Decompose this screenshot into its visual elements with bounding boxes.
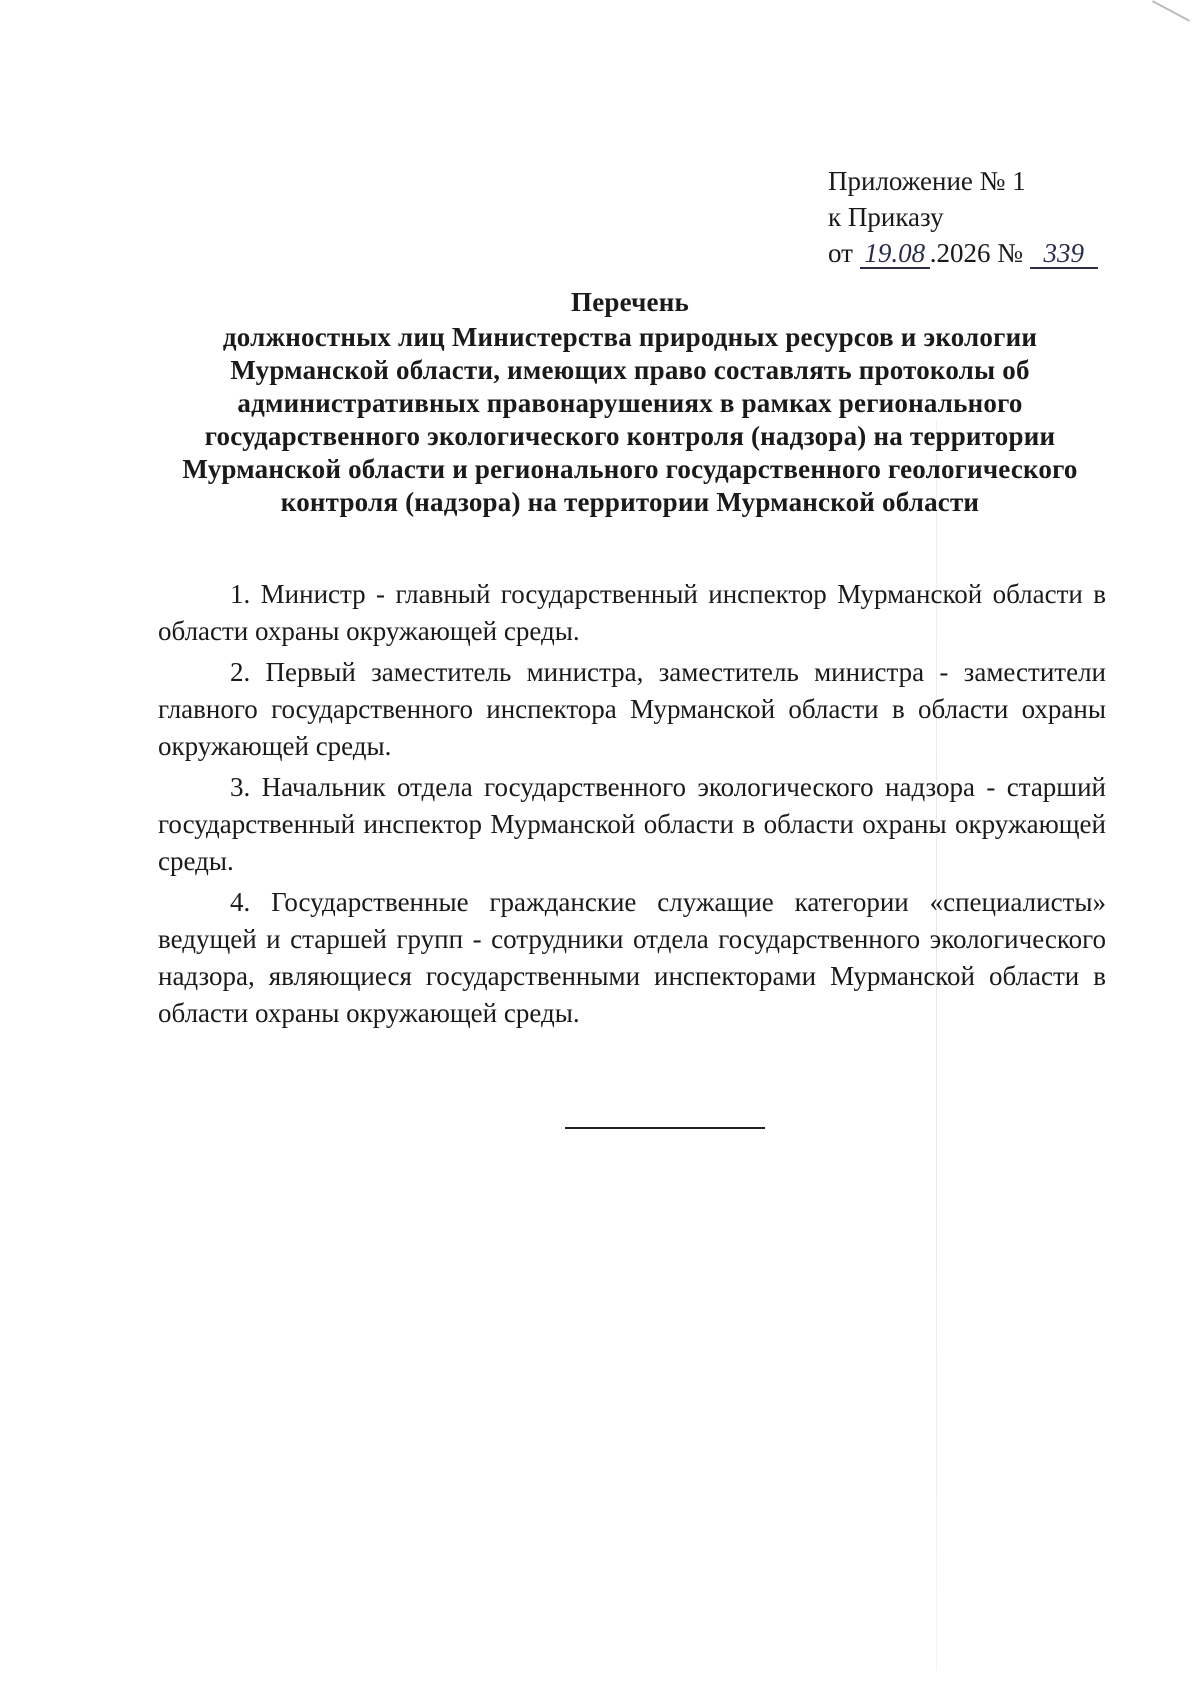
title-line: должностных лиц Министерства природных ресурсов и экологии (222, 322, 1038, 352)
attachment-date-line (828, 235, 1098, 271)
document-title (150, 286, 1110, 519)
handwritten-date: 19.08 (860, 239, 930, 269)
attachment-year-number-label: .2026 № (929, 238, 1023, 268)
scan-artifact (1152, 0, 1190, 21)
title-line: административных правонарушениях в рамках регионального (237, 388, 1023, 418)
list-item: 3. Начальник отдела государственного экологического надзора - старший государственный инспектор Мурманской области в области охраны окружающей среды. (158, 772, 1106, 876)
list-item: 2. Первый заместитель министра, заместитель министра - заместители главного государственного инспектора Мурманской области в области охраны окружающей среды. (158, 657, 1106, 761)
list-item: 4. Государственные гражданские служащие категории «специалисты» ведущей и старшей групп - сотрудники отдела государственного экологического надзора, являющиеся государственными инспекторами Мурманской области в области охраны окружающей среды. (158, 887, 1106, 1028)
attachment-line-2: к Приказу (828, 202, 944, 232)
title-line: Мурманской области, имеющих право составлять протоколы об (230, 355, 1030, 385)
attachment-header (828, 163, 1098, 271)
title-line: Мурманской области и регионального государственного геологического (182, 454, 1078, 484)
handwritten-order-number: 339 (1030, 239, 1098, 269)
list-item: 1. Министр - главный государственный инспектор Мурманской области в области охраны окружающей среды. (158, 579, 1106, 646)
officials-list (158, 576, 1106, 1036)
title-head: Перечень (571, 287, 689, 317)
attachment-date-prefix: от (828, 238, 853, 268)
attachment-line-1: Приложение № 1 (828, 166, 1026, 196)
closing-divider (565, 1127, 765, 1129)
title-line: контроля (надзора) на территории Мурманской области (280, 487, 980, 517)
title-line: государственного экологического контроля (надзора) на территории (204, 421, 1056, 451)
